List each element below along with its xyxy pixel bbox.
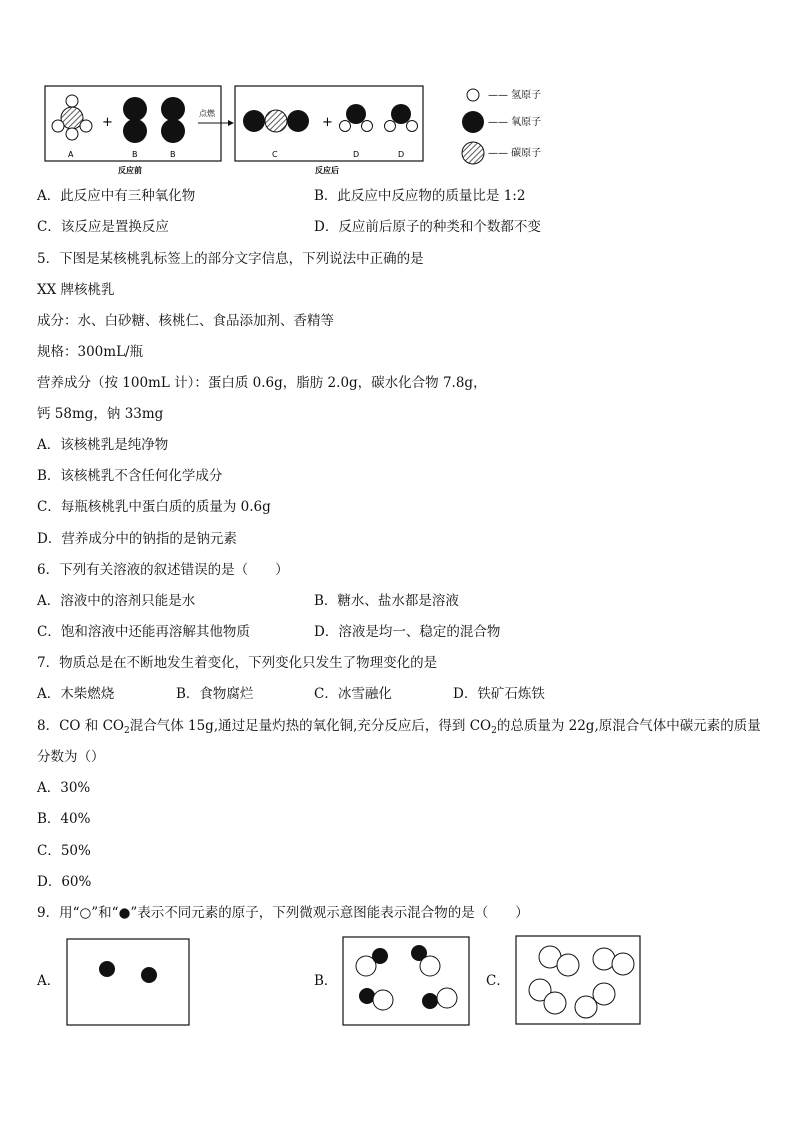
q8-stem-part-3: 的总质量为 22g,原混合气体中碳元素的质量 xyxy=(496,718,761,734)
q5-option-c: C．每瓶核桃乳中蛋白质的质量为 0.6g xyxy=(37,499,271,515)
label-c: C xyxy=(272,150,278,159)
legend-hydrogen-icon xyxy=(467,89,479,101)
q4-option-b: B．此反应中反应物的质量比是 1:2 xyxy=(314,188,526,204)
subscript-2: 2 xyxy=(491,726,497,736)
q5-label-line-2: 成分：水、白砂糖、核桃仁、食品添加剂、香精等 xyxy=(37,313,334,329)
q8-stem-line-1 xyxy=(37,717,761,740)
q9-option-c-diagram xyxy=(515,935,641,1025)
label-d-2: D xyxy=(398,150,405,159)
label-a: A xyxy=(68,150,74,159)
q7-option-d: D．铁矿石炼铁 xyxy=(453,686,545,702)
label-d-1: D xyxy=(353,150,360,159)
q6-stem: 6．下列有关溶液的叙述错误的是（ ） xyxy=(37,562,289,578)
q8-option-c: C．50% xyxy=(37,843,91,859)
q5-label-line-5: 钙 58mg，钠 33mg xyxy=(37,406,164,422)
q9-stem: 9．用“○”和“●”表示不同元素的原子，下列微观示意图能表示混合物的是（ ） xyxy=(37,905,529,921)
q6-option-b: B．糖水、盐水都是溶液 xyxy=(314,593,459,609)
legend-carbon-text: —— 碳原子 xyxy=(488,148,542,159)
molecule-d-2 xyxy=(385,104,418,132)
q9-option-b-diagram xyxy=(342,936,470,1026)
q5-option-b: B．该核桃乳不含任何化学成分 xyxy=(37,468,223,484)
q7-stem: 7．物质总是在不断地发生着变化，下列变化只发生了物理变化的是 xyxy=(37,655,438,671)
q7-option-c: C．冰雪融化 xyxy=(314,686,392,702)
molecule-c xyxy=(243,110,309,132)
q4-option-c: C．该反应是置换反应 xyxy=(37,219,169,235)
q8-option-d: D．60% xyxy=(37,874,92,890)
q6-option-d: D．溶液是均一、稳定的混合物 xyxy=(314,624,501,640)
q6-option-a: A．溶液中的溶剂只能是水 xyxy=(37,593,196,609)
legend-hydrogen-text: —— 氢原子 xyxy=(488,90,542,101)
plus-sign-before: + xyxy=(102,115,113,130)
molecule-b-1 xyxy=(123,97,147,143)
q8-stem-line-2: 分数为（） xyxy=(37,749,105,765)
label-b-2: B xyxy=(170,150,176,159)
q9-option-a-diagram xyxy=(66,938,190,1026)
plus-sign-after: + xyxy=(322,115,333,130)
q8-option-a: A．30% xyxy=(37,780,91,796)
q5-stem: 5．下图是某核桃乳标签上的部分文字信息，下列说法中正确的是 xyxy=(37,251,424,267)
molecule-a xyxy=(52,95,92,140)
q4-option-a: A．此反应中有三种氧化物 xyxy=(37,188,196,204)
q8-option-b: B．40% xyxy=(37,811,91,827)
arrow-label: 点燃 xyxy=(199,109,215,118)
before-caption: 反应前 xyxy=(118,166,142,175)
q5-label-line-3: 规格：300mL/瓶 xyxy=(37,344,144,360)
q5-label-line-4: 营养成分（按 100mL 计）：蛋白质 0.6g，脂肪 2.0g，碳水化合物 7.8g， xyxy=(37,375,487,391)
q7-option-a: A．木柴燃烧 xyxy=(37,686,115,702)
legend-oxygen-icon xyxy=(462,111,484,133)
legend-oxygen-text: —— 氧原子 xyxy=(488,117,542,128)
molecule-b-2 xyxy=(161,97,185,143)
q9-option-a-label: A． xyxy=(37,973,61,989)
legend-carbon-icon xyxy=(462,142,484,164)
q8-stem-part-1: 8．CO 和 CO xyxy=(37,718,124,734)
q9-option-c-label: C． xyxy=(486,973,510,989)
q5-label-line-1: XX 牌核桃乳 xyxy=(37,282,115,298)
q7-option-b: B．食物腐烂 xyxy=(176,686,254,702)
q5-option-d: D．营养成分中的钠指的是钠元素 xyxy=(37,531,237,547)
reaction-diagram xyxy=(40,82,600,182)
subscript-2: 2 xyxy=(123,726,130,736)
q8-stem-part-2: 混合气体 15g,通过足量灼热的氧化铜,充分反应后，得到 CO xyxy=(129,718,492,734)
label-b-1: B xyxy=(132,150,138,159)
q4-option-d: D．反应前后原子的种类和个数都不变 xyxy=(314,219,541,235)
q5-option-a: A．该核桃乳是纯净物 xyxy=(37,437,169,453)
q9-option-b-label: B． xyxy=(314,973,338,989)
molecule-d-1 xyxy=(340,104,373,132)
after-caption: 反应后 xyxy=(315,166,339,175)
q6-option-c: C．饱和溶液中还能再溶解其他物质 xyxy=(37,624,250,640)
